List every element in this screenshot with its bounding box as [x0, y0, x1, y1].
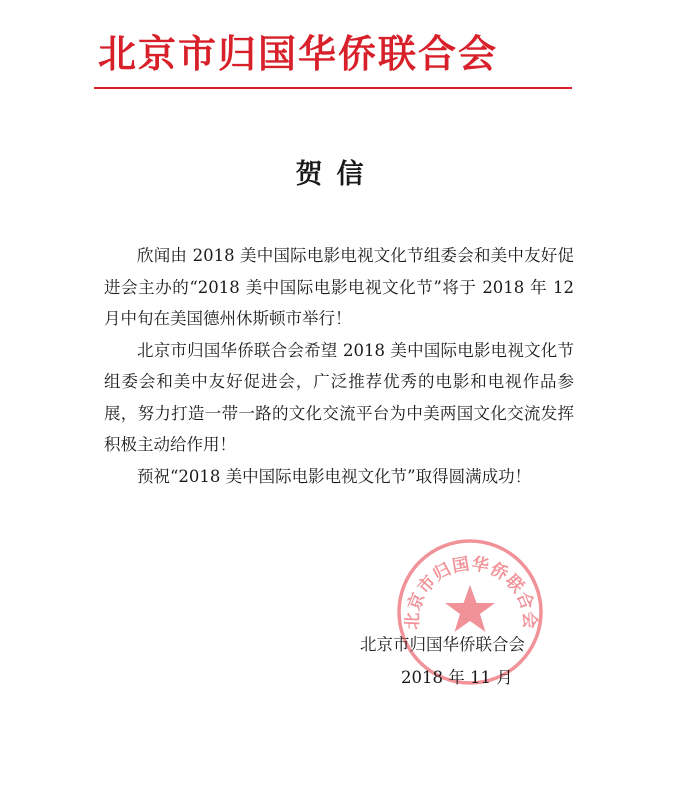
seal-star-icon — [445, 585, 495, 632]
paragraph-2: 北京市归国华侨联合会希望 2018 美中国际电影电视文化节组委会和美中友好促进会，广泛推荐优秀的电影和电视作品参展，努力打造一带一路的文化交流平台为中美两国文化交流发挥积极主动给作用！ — [104, 340, 574, 454]
seal-text: 北京市归国华侨联合会 — [402, 554, 540, 630]
paragraph-1: 欣闻由 2018 美中国际电影电视文化节组委会和美中友好促进会主办的“2018 美中国际电影电视文化节”将于 2018 年 12 月中旬在美国德州休斯顿市举行！ — [104, 246, 574, 328]
signature-org: 北京市归国华侨联合会 — [360, 635, 525, 654]
letter-body — [104, 240, 574, 492]
signature-date: 2018 年 11 月 — [401, 668, 513, 687]
letterhead-title: 北京市归国华侨联合会 — [98, 32, 499, 76]
letter-title: 贺信 — [295, 159, 378, 190]
paragraph-3: 预祝“2018 美中国际电影电视文化节”取得圆满成功！ — [137, 466, 532, 486]
letterhead-divider — [94, 87, 572, 89]
